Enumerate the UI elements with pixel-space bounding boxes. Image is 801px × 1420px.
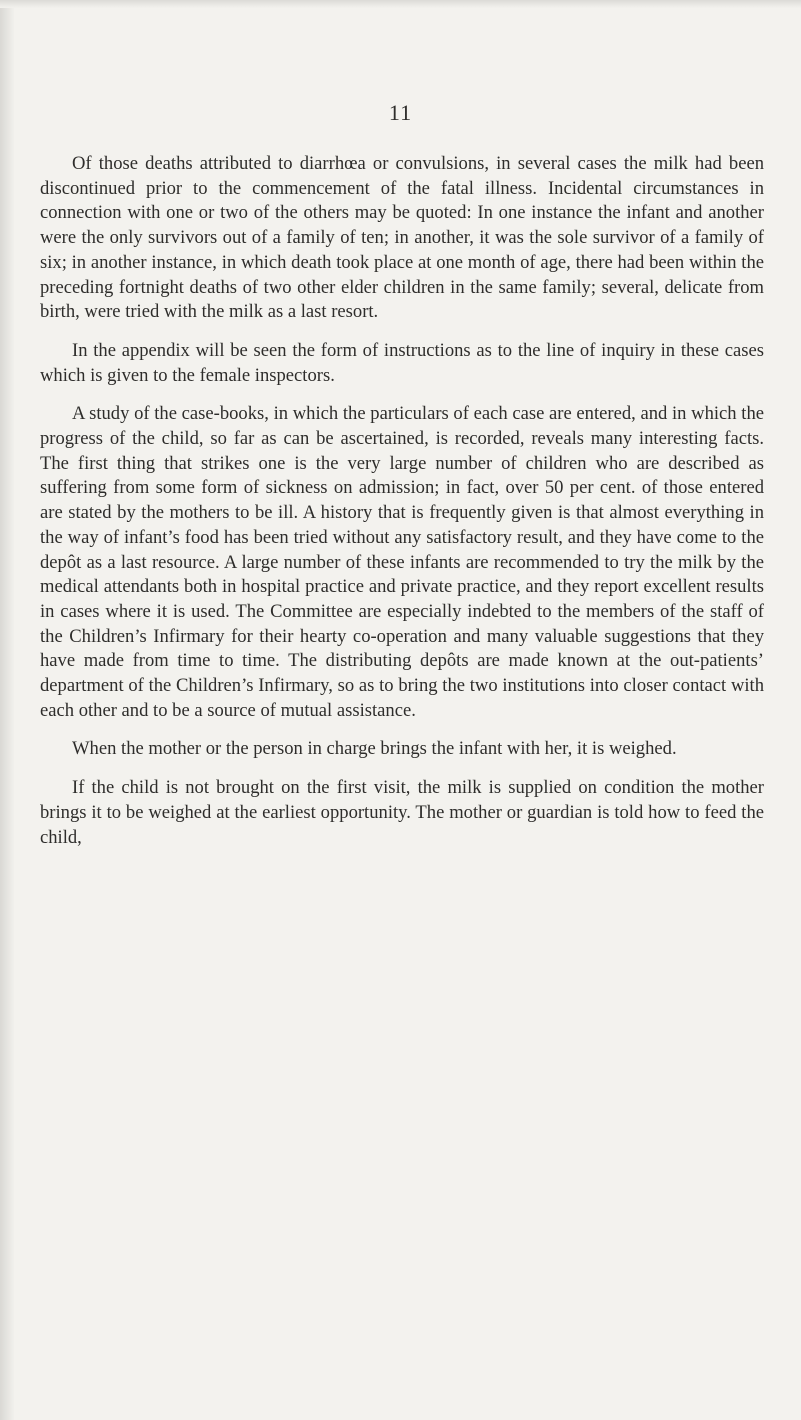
- scan-edge-top: [0, 0, 801, 8]
- paragraph-infant-weighed: When the mother or the person in charge brings the infant with her, it is weighed.: [72, 738, 677, 760]
- paragraph-first-visit: If the child is not brought on the first visit, the milk is supplied on condition the mother brings it to be weighed at the earliest opportunity. The mother or guardian is told how to feed the child,: [40, 777, 764, 848]
- page-number: 11: [388, 100, 413, 125]
- page-body: [40, 152, 764, 864]
- paragraph-deaths-attributed: Of those deaths attributed to diarrhœa or convulsions, in several cases the milk had been discontinued prior to the commencement of the fatal illness. Incidental circumstances in connection with one or two of the others may be quoted: In one instance the infant and another were the only survivors out of a family of ten; in another, it was the sole survivor of a family of six; in another instance, in which death took place at one month of age, there had been within the preceding fortnight deaths of two other elder children in the same family; several, delicate from birth, were tried with the milk as a last resort.: [40, 153, 764, 323]
- paragraph-case-books-study: A study of the case-books, in which the particulars of each case are entered, and in which the progress of the child, so far as can be ascertained, is recorded, reveals many interesting facts. The first thing that strikes one is the very large number of children who are described as suffering from some form of sickness on admission; in fact, over 50 per cent. of those entered are stated by the mothers to be ill. A history that is frequently given is that almost everything in the way of infant’s food has been tried without any satisfactory result, and they have come to the depôt as a last resource. A large number of these infants are recommended to try the milk by the medical attendants both in hospital practice and private practice, and they report excellent results in cases where it is used. The Committee are especially indebted to the members of the staff of the Children’s Infirmary for their hearty co-operation and many valuable suggestions that they have made from time to time. The distributing depôts are made known at the out-patients’ department of the Children’s Infirmary, so as to bring the two institutions into closer contact with each other and to be a source of mutual assistance.: [40, 403, 764, 721]
- paragraph-appendix-instructions: In the appendix will be seen the form of instructions as to the line of inquiry in these cases which is given to the female inspectors.: [40, 339, 764, 386]
- scan-edge-left: [0, 0, 14, 1420]
